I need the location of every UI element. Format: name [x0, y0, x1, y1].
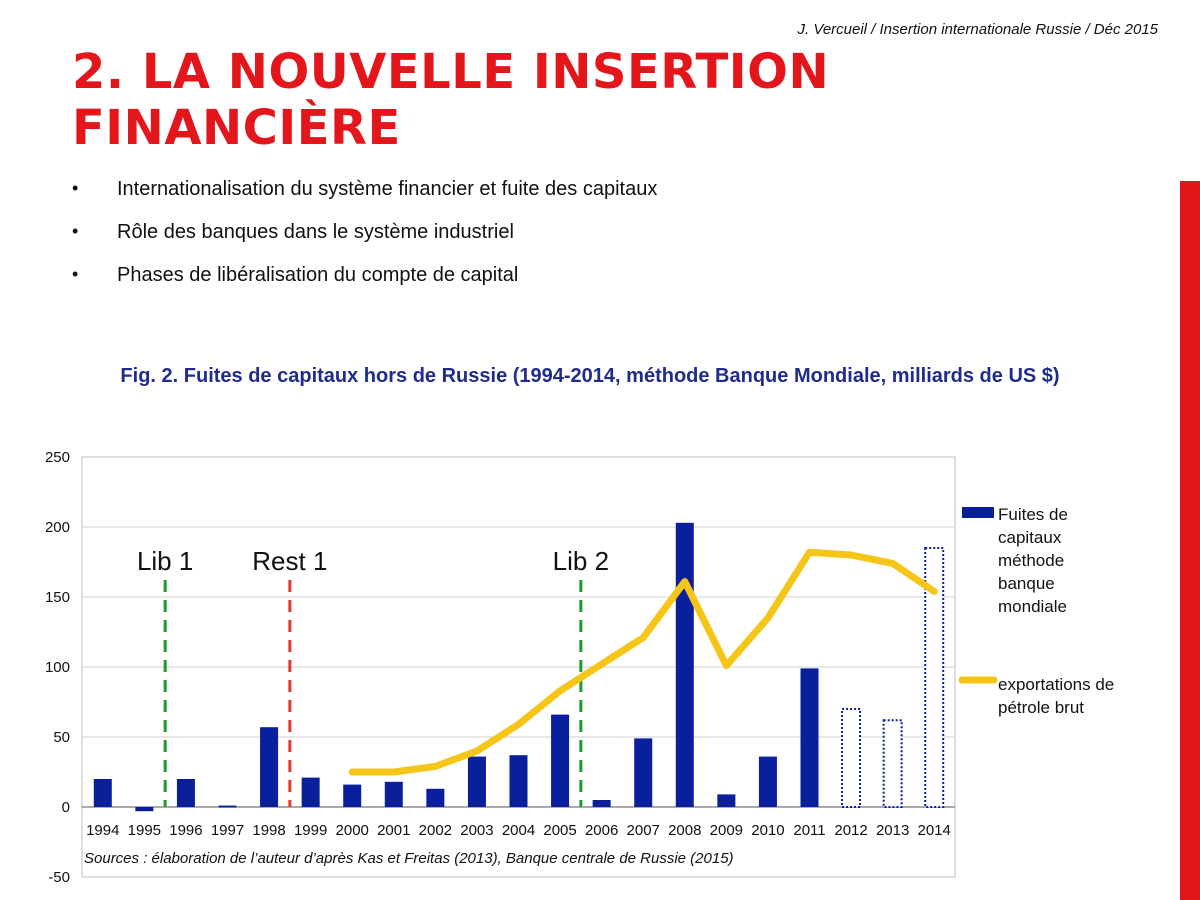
x-tick-label: 2014	[917, 822, 951, 839]
bar	[468, 757, 486, 807]
bar	[177, 779, 195, 807]
x-tick-label: 2012	[834, 822, 868, 839]
x-tick-label: 2002	[418, 822, 453, 839]
x-tick-label: 2011	[793, 822, 826, 839]
slide-title: 2. LA NOUVELLE INSERTION FINANCIÈRE	[72, 44, 830, 156]
x-tick-label: 2005	[543, 822, 577, 839]
slide-attribution: J. Vercueil / Insertion internationale Russie / Déc 2015	[797, 21, 1158, 38]
bar	[551, 715, 569, 807]
x-tick-label: 2003	[460, 822, 494, 839]
y-tick-label: 150	[44, 589, 70, 606]
y-tick-label: 100	[44, 659, 70, 676]
bar	[884, 720, 902, 807]
bar	[343, 785, 361, 807]
legend-bar-label: Fuites de	[998, 505, 1068, 524]
x-tick-label: 1996	[169, 822, 203, 839]
bullet-list	[72, 178, 657, 307]
legend-bar-label: mondiale	[998, 597, 1067, 616]
bar	[634, 738, 652, 807]
bar	[842, 709, 860, 807]
bar	[801, 668, 819, 807]
bar	[302, 778, 320, 807]
legend-line-label: pétrole brut	[998, 698, 1084, 717]
x-tick-label: 1998	[252, 822, 286, 839]
y-tick-label: 0	[61, 799, 70, 816]
x-tick-label: 2004	[501, 822, 536, 839]
bar	[510, 755, 528, 807]
x-tick-label: 2013	[875, 822, 910, 839]
bar	[426, 789, 444, 807]
x-tick-label: 2008	[668, 822, 702, 839]
chart-title: Fig. 2. Fuites de capitaux hors de Russie (1994-2014, méthode Banque Mondiale, milliards de US $)	[120, 365, 1060, 387]
source-note: Sources : élaboration de l’auteur d’après Kas et Freitas (2013), Banque centrale de Russie (2015)	[84, 850, 734, 867]
y-tick-label: 200	[44, 519, 70, 536]
bullet-item: • Internationalisation du système financier et fuite des capitaux	[72, 178, 657, 221]
side-bar-top	[1180, 0, 1200, 181]
legend-bar-label: méthode	[998, 551, 1065, 570]
x-tick-label: 2007	[626, 822, 660, 839]
x-tick-label: 1994	[86, 822, 120, 839]
bar	[135, 807, 153, 811]
x-tick-label: 2006	[584, 822, 619, 839]
legend-line-label: exportations de	[998, 675, 1115, 694]
y-tick-label: 250	[44, 449, 70, 466]
bar	[260, 727, 278, 807]
x-tick-label: 1995	[127, 822, 162, 839]
bullet-item: • Rôle des banques dans le système industriel	[72, 221, 657, 264]
bar	[593, 800, 611, 807]
bullet-item: • Phases de libéralisation du compte de capital	[72, 264, 657, 307]
legend-bar-label: capitaux	[998, 528, 1062, 547]
period-marker-label: Rest 1	[252, 546, 328, 576]
bar	[676, 523, 694, 807]
x-tick-label: 2000	[335, 822, 369, 839]
x-tick-label: 2009	[709, 822, 744, 839]
legend-bar-label: banque	[998, 574, 1055, 593]
bar	[759, 757, 777, 807]
legend-bar-swatch	[962, 507, 994, 518]
period-marker-label: Lib 1	[136, 546, 194, 576]
capital-flight-chart	[0, 440, 1200, 900]
bar	[717, 794, 735, 807]
bar	[94, 779, 112, 807]
x-tick-label: 1999	[293, 822, 328, 839]
y-tick-label: 50	[53, 729, 70, 746]
bar	[219, 806, 237, 808]
x-tick-label: 2001	[377, 822, 411, 839]
y-tick-label: -50	[48, 869, 70, 886]
period-marker-label: Lib 2	[552, 546, 610, 576]
bar	[385, 782, 403, 807]
x-tick-label: 1997	[210, 822, 245, 839]
x-tick-label: 2010	[751, 822, 785, 839]
